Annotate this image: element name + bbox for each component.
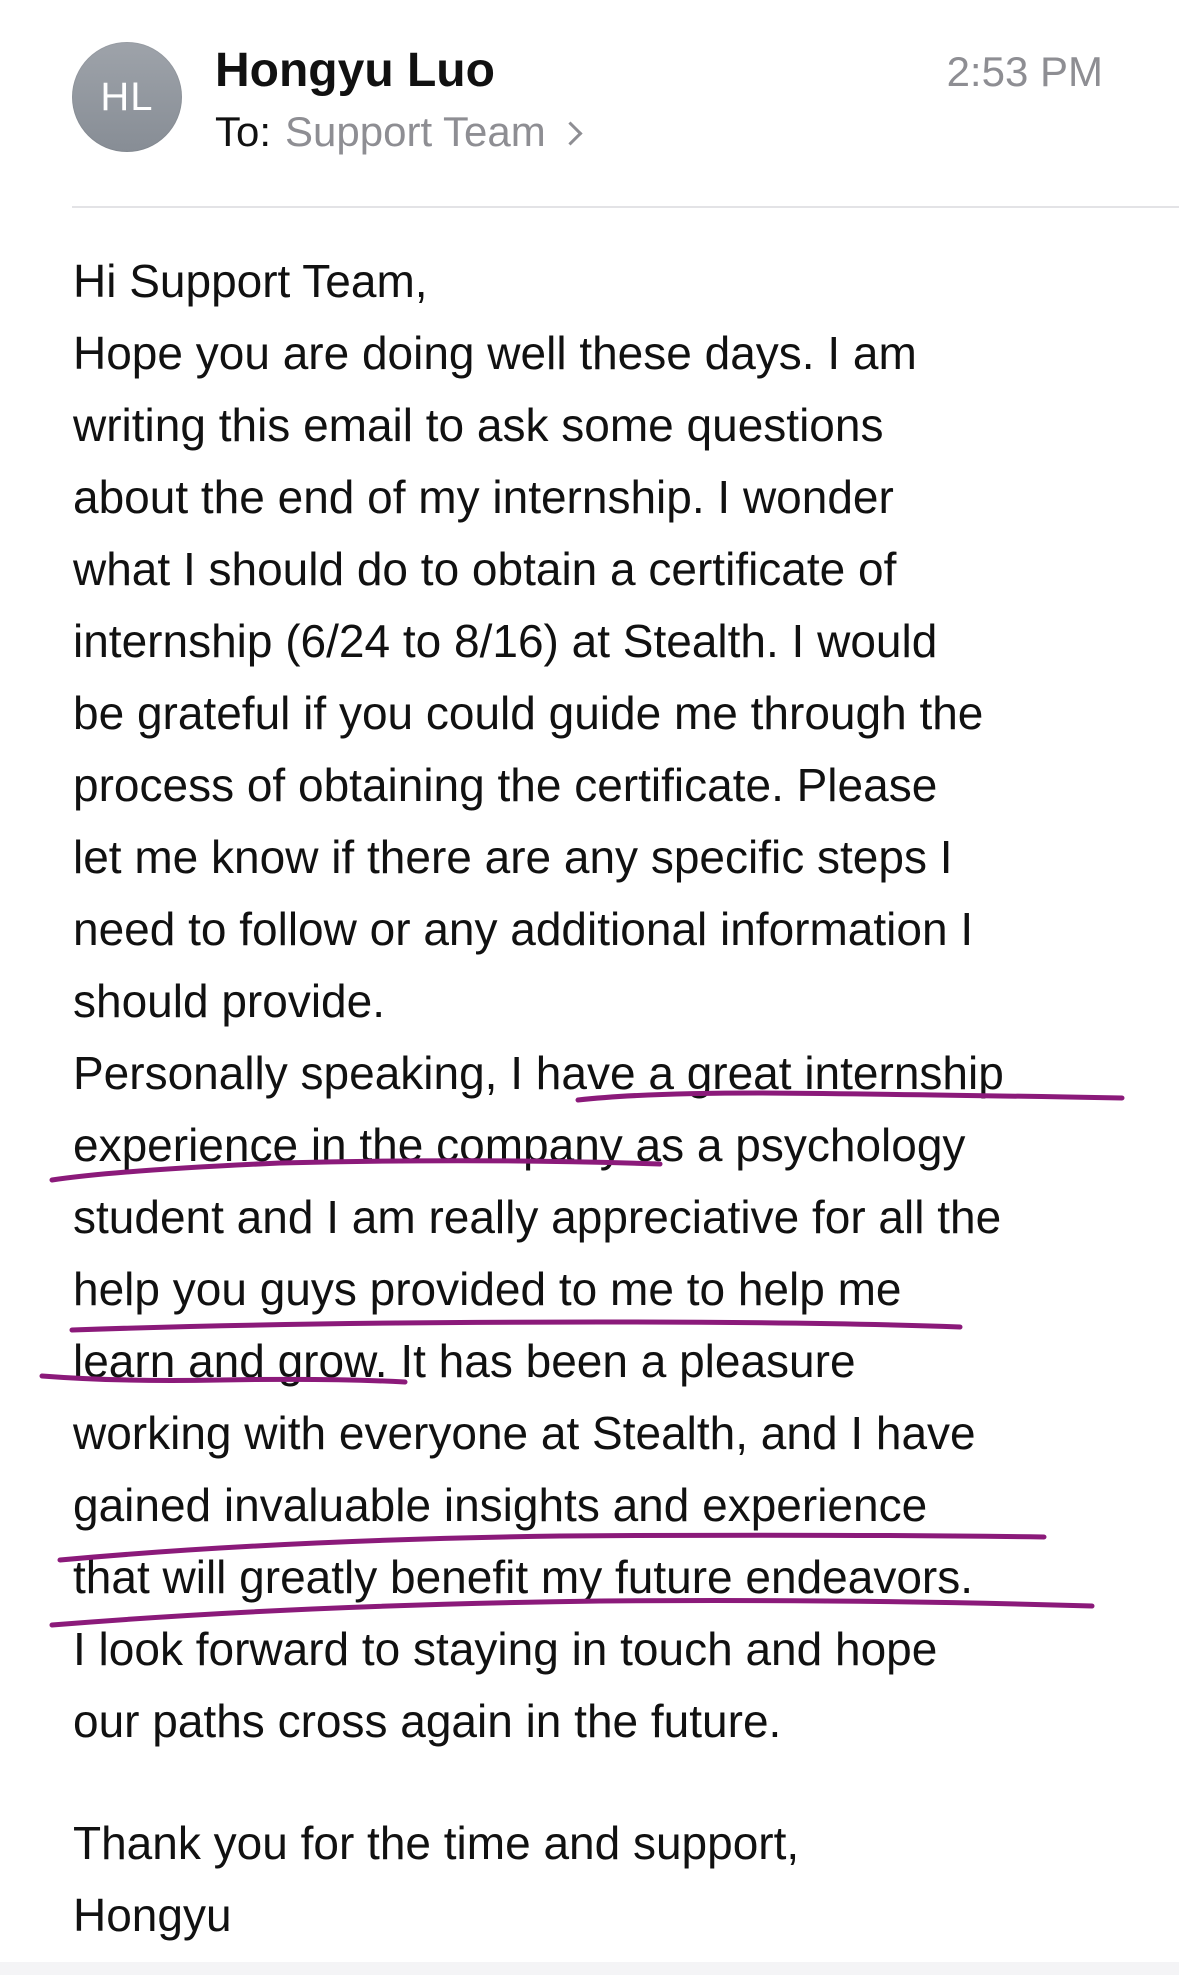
to-label: To: [215, 108, 272, 155]
body-line: I look forward to staying in touch and hope [73, 1623, 938, 1675]
body-line: gained invaluable insights and experience [73, 1479, 928, 1531]
header-divider [72, 206, 1179, 208]
body-line: process of obtaining the certificate. Please [73, 759, 938, 811]
email-header [0, 0, 1179, 206]
timestamp: 2:53 PM [946, 48, 1103, 95]
email-body [73, 245, 1153, 1951]
body-line: Hi Support Team, [73, 255, 428, 307]
chevron-right-icon[interactable] [558, 121, 582, 145]
closing-line: Thank you for the time and support, [73, 1817, 800, 1869]
bottom-edge [0, 1962, 1179, 1975]
body-line: student and I am really appreciative for all the [73, 1191, 1002, 1243]
signature: Hongyu [73, 1889, 232, 1941]
body-line: working with everyone at Stealth, and I have [73, 1407, 976, 1459]
sender-name[interactable]: Hongyu Luo [215, 44, 495, 97]
body-line: should provide. [73, 975, 385, 1027]
avatar[interactable]: HL [72, 42, 182, 152]
body-line: need to follow or any additional information I [73, 903, 974, 955]
body-line: Personally speaking, I have a great internship [73, 1047, 1004, 1099]
body-line: experience in the company as a psychology [73, 1119, 966, 1171]
body-line: help you guys provided to me to help me [73, 1263, 902, 1315]
body-line: writing this email to ask some questions [73, 399, 884, 451]
body-line: be grateful if you could guide me through the [73, 687, 984, 739]
body-line: Hope you are doing well these days. I am [73, 327, 917, 379]
body-line: about the end of my internship. I wonder [73, 471, 894, 523]
body-line: let me know if there are any specific steps I [73, 831, 953, 883]
recipient-name[interactable]: Support Team [285, 108, 546, 155]
body-line: learn and grow. It has been a pleasure [73, 1335, 856, 1387]
body-line: that will greatly benefit my future endeavors. [73, 1551, 974, 1603]
body-line: our paths cross again in the future. [73, 1695, 782, 1747]
paragraph-gap [73, 1757, 1153, 1807]
recipient-line[interactable] [215, 106, 579, 158]
body-line: internship (6/24 to 8/16) at Stealth. I would [73, 615, 938, 667]
body-line: what I should do to obtain a certificate of [73, 543, 897, 595]
